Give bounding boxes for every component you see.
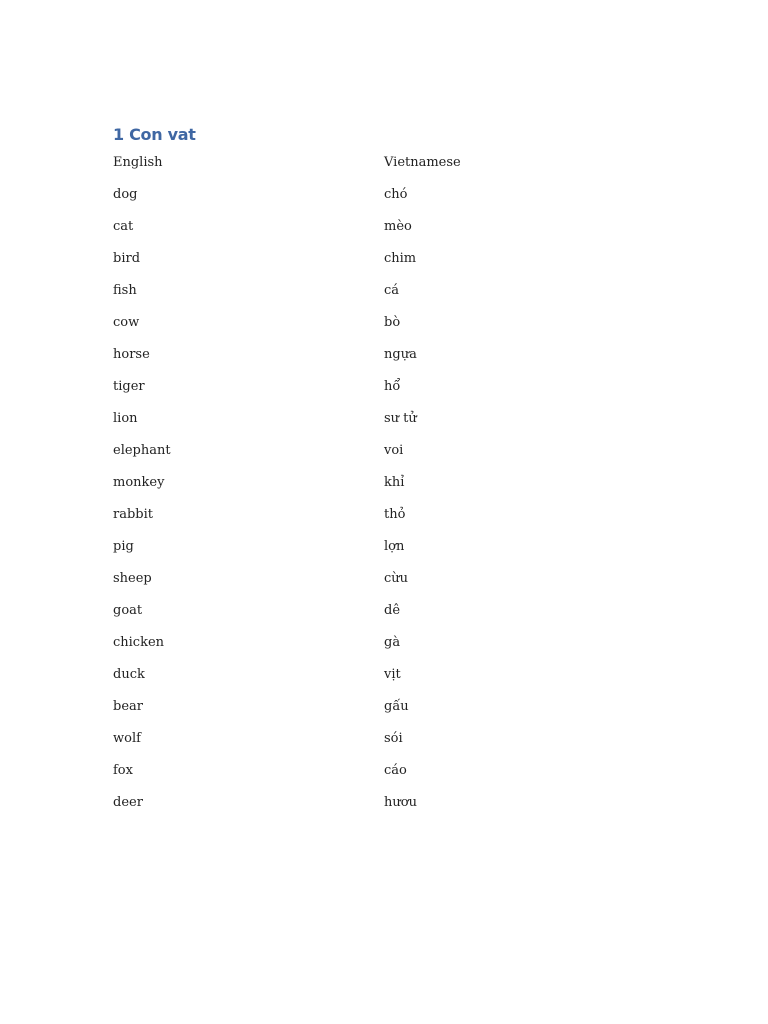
english-word: sheep — [113, 570, 152, 586]
vietnamese-word: chim — [384, 250, 417, 266]
table-row — [113, 498, 673, 530]
column-header-english: English — [113, 154, 163, 170]
english-word: fish — [113, 282, 137, 298]
vietnamese-word: sư tử — [384, 410, 417, 426]
table-row — [113, 178, 673, 210]
english-word: dog — [113, 186, 138, 202]
english-word: deer — [113, 794, 143, 810]
english-word: bird — [113, 250, 141, 266]
english-word: duck — [113, 666, 145, 682]
english-word: fox — [113, 762, 133, 778]
vietnamese-word: vịt — [384, 666, 401, 682]
table-row — [113, 434, 673, 466]
vietnamese-word: cá — [384, 282, 400, 298]
vietnamese-word: voi — [384, 442, 404, 458]
english-word: tiger — [113, 378, 145, 394]
section-heading: 1 Con vat — [113, 125, 196, 144]
table-row — [113, 530, 673, 562]
table-row — [113, 274, 673, 306]
english-word: goat — [113, 602, 143, 618]
vietnamese-word: hươu — [384, 794, 417, 810]
table-row — [113, 754, 673, 786]
vietnamese-word: hổ — [384, 378, 401, 394]
english-word: horse — [113, 346, 150, 362]
table-row — [113, 338, 673, 370]
vietnamese-word: sói — [384, 730, 403, 746]
vietnamese-word: cừu — [384, 570, 409, 586]
vietnamese-word: chó — [384, 186, 408, 202]
english-word: wolf — [113, 730, 141, 746]
table-row — [113, 466, 673, 498]
vietnamese-word: dê — [384, 602, 401, 618]
english-word: rabbit — [113, 506, 153, 522]
table-row — [113, 722, 673, 754]
vocabulary-table — [113, 146, 673, 818]
english-word: cat — [113, 218, 134, 234]
vietnamese-word: bò — [384, 314, 401, 330]
table-header-row — [113, 146, 673, 178]
english-word: monkey — [113, 474, 165, 490]
table-row — [113, 306, 673, 338]
vietnamese-word: cáo — [384, 762, 407, 778]
column-header-vietnamese: Vietnamese — [384, 154, 461, 170]
english-word: pig — [113, 538, 134, 554]
vietnamese-word: khỉ — [384, 474, 405, 490]
vietnamese-word: ngựa — [384, 346, 417, 362]
vietnamese-word: gà — [384, 634, 401, 650]
table-row — [113, 658, 673, 690]
table-row — [113, 690, 673, 722]
table-row — [113, 626, 673, 658]
english-word: bear — [113, 698, 143, 714]
table-row — [113, 242, 673, 274]
vietnamese-word: thỏ — [384, 506, 406, 522]
table-row — [113, 562, 673, 594]
english-word: elephant — [113, 442, 171, 458]
english-word: chicken — [113, 634, 165, 650]
table-row — [113, 210, 673, 242]
table-row — [113, 370, 673, 402]
vietnamese-word: mèo — [384, 218, 412, 234]
table-row — [113, 402, 673, 434]
english-word: cow — [113, 314, 140, 330]
table-row — [113, 786, 673, 818]
vietnamese-word: lợn — [384, 538, 405, 554]
vietnamese-word: gấu — [384, 698, 409, 714]
table-row — [113, 594, 673, 626]
english-word: lion — [113, 410, 138, 426]
